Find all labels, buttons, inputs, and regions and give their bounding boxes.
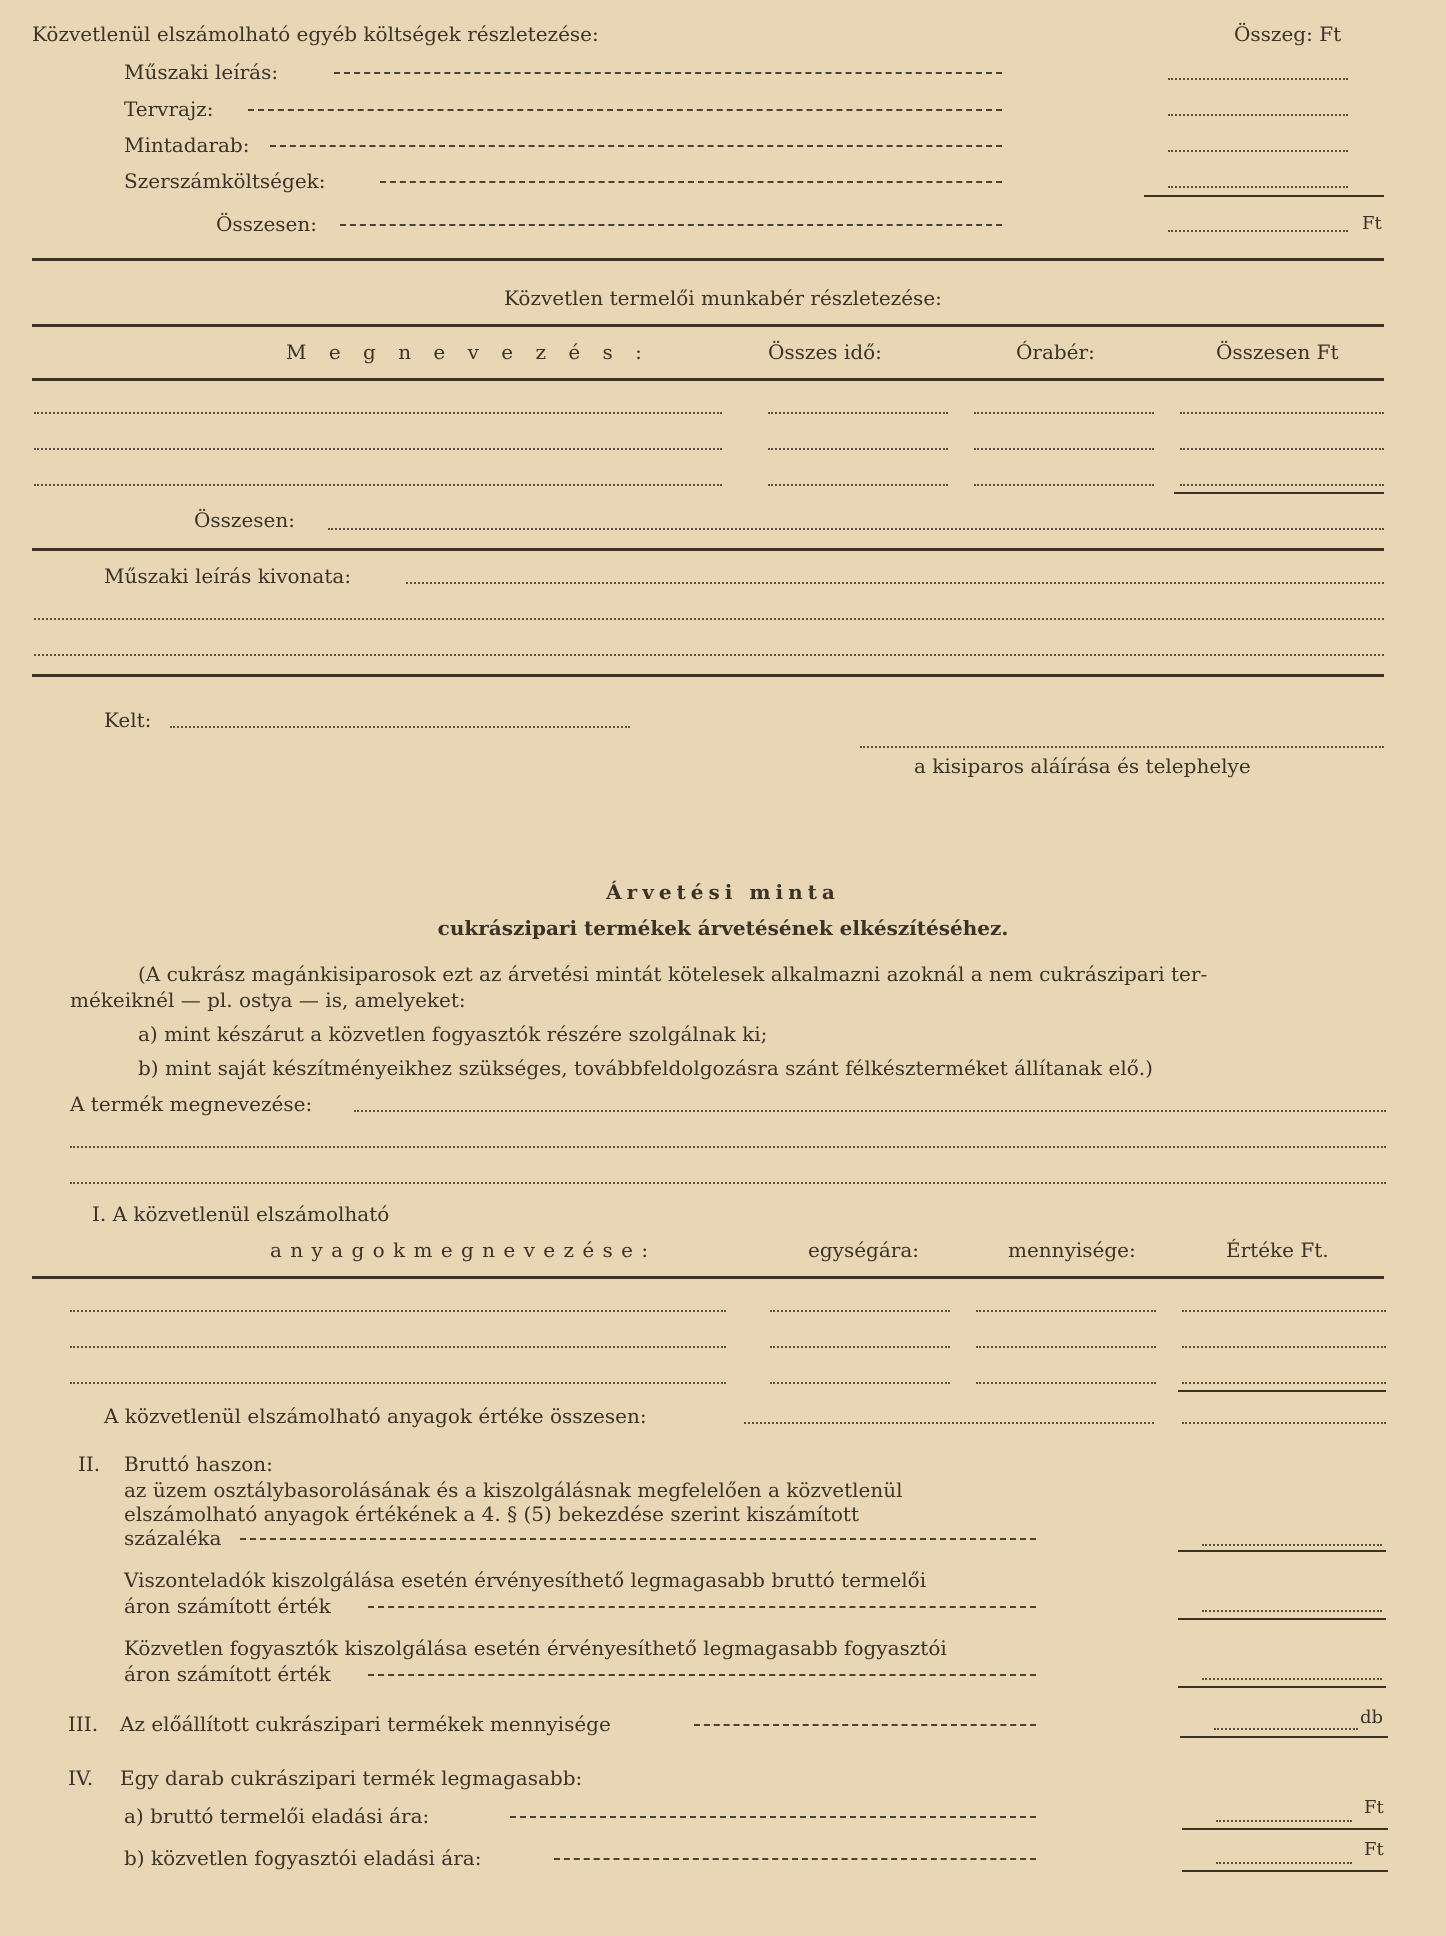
leader-dash — [510, 1816, 1036, 1818]
leader-dash — [340, 224, 1002, 226]
section2-p2-line2: áron számított érték — [124, 1594, 331, 1618]
section2-p1-line2: elszámolható anyagok értékének a 4. § (5) bekezdése szerint kiszámított — [124, 1502, 859, 1526]
signature-caption: a kisiparos aláírása és telephelye — [914, 754, 1251, 778]
leader-dash — [334, 72, 1002, 74]
materials-total-label: A közvetlenül elszámolható anyagok értéke összesen: — [104, 1404, 647, 1428]
sum-underline — [1178, 1390, 1386, 1392]
amount-field[interactable] — [1168, 150, 1348, 152]
labor-total-field[interactable] — [328, 528, 1384, 530]
labor-col-name: M e g n e v e z é s : — [286, 340, 650, 364]
tech-summary-field[interactable] — [34, 654, 1384, 656]
leader-dash — [240, 1538, 1036, 1540]
leader-dash — [380, 181, 1002, 183]
leader-dash — [694, 1724, 1036, 1726]
consumer-value-field[interactable] — [1202, 1678, 1382, 1680]
sum-underline — [1182, 1870, 1388, 1872]
product-name-field[interactable] — [70, 1146, 1386, 1148]
material-row-quantity[interactable] — [976, 1382, 1156, 1384]
section4-a-label: a) bruttó termelői eladási ára: — [124, 1804, 430, 1828]
producer-price-field[interactable] — [1216, 1820, 1352, 1822]
item-blueprint: Tervrajz: — [124, 97, 214, 121]
section-rule — [32, 1276, 1384, 1279]
leader-dash — [248, 109, 1002, 111]
labor-row-time[interactable] — [768, 412, 948, 414]
quantity-field[interactable] — [1214, 1728, 1358, 1730]
labor-row-total[interactable] — [1180, 448, 1384, 450]
quantity-unit: db — [1360, 1707, 1384, 1728]
section2-p3-line1: Közvetlen fogyasztók kiszolgálása esetén érvényesíthető legmagasabb fogyasztói — [124, 1636, 947, 1660]
other-costs-heading: Közvetlenül elszámolható egyéb költségek részletezése: — [32, 22, 599, 46]
costs-total-unit: Ft — [1362, 213, 1382, 234]
sum-underline — [1174, 492, 1384, 494]
labor-row-total[interactable] — [1180, 484, 1384, 486]
material-row-quantity[interactable] — [976, 1310, 1156, 1312]
section4-b-label: b) közvetlen fogyasztói eladási ára: — [124, 1846, 482, 1870]
material-row-unit-price[interactable] — [770, 1382, 950, 1384]
materials-col-quantity: mennyisége: — [1008, 1238, 1136, 1262]
intro-line2: mékeiknél — pl. ostya — is, amelyeket: — [70, 988, 466, 1012]
labor-total-label: Összesen: — [194, 508, 296, 532]
labor-row-rate[interactable] — [974, 412, 1154, 414]
materials-total-leader — [744, 1422, 1154, 1424]
section-rule — [32, 674, 1384, 677]
section3-number: III. — [68, 1712, 99, 1736]
sum-underline — [1178, 1618, 1386, 1620]
product-name-field[interactable] — [354, 1110, 1386, 1112]
labor-row-name[interactable] — [34, 484, 722, 486]
amount-field[interactable] — [1168, 78, 1348, 80]
materials-col-name: a n y a g o k m e g n e v e z é s e : — [270, 1238, 650, 1262]
signature-field[interactable] — [860, 746, 1384, 748]
intro-a: a) mint készárut a közvetlen fogyasztók részére szolgálnak ki; — [138, 1022, 768, 1046]
sum-underline — [1180, 1736, 1388, 1738]
consumer-price-field[interactable] — [1216, 1862, 1352, 1864]
labor-col-total: Összesen Ft — [1216, 340, 1339, 364]
leader-dash — [368, 1606, 1036, 1608]
material-row-name[interactable] — [70, 1382, 726, 1384]
form-subtitle: cukrászipari termékek árvetésének elkészítéséhez. — [437, 916, 1009, 940]
costs-total-label: Összesen: — [216, 212, 318, 236]
material-row-name[interactable] — [70, 1346, 726, 1348]
section2-number: II. — [78, 1452, 101, 1476]
item-technical-description: Műszaki leírás: — [124, 60, 279, 84]
tech-summary-field[interactable] — [34, 618, 1384, 620]
labor-row-name[interactable] — [34, 448, 722, 450]
form-title: Árvetési minta — [606, 880, 840, 904]
section2-p3-line2: áron számított érték — [124, 1662, 331, 1686]
material-row-quantity[interactable] — [976, 1346, 1156, 1348]
amount-header: Összeg: Ft — [1234, 22, 1342, 46]
material-row-unit-price[interactable] — [770, 1310, 950, 1312]
amount-field[interactable] — [1168, 186, 1348, 188]
consumer-price-unit: Ft — [1364, 1839, 1384, 1860]
material-row-name[interactable] — [70, 1310, 726, 1312]
labor-col-time: Összes idő: — [768, 340, 882, 364]
section4-text: Egy darab cukrászipari termék legmagasabb: — [120, 1766, 583, 1790]
labor-col-rate: Órabér: — [1016, 340, 1095, 364]
materials-total-field[interactable] — [1182, 1422, 1386, 1424]
section2-p2-line1: Viszonteladók kiszolgálása esetén érvényesíthető legmagasabb bruttó termelői — [124, 1568, 927, 1592]
tech-summary-field[interactable] — [406, 582, 1384, 584]
date-field[interactable] — [170, 726, 630, 728]
leader-dash — [368, 1674, 1036, 1676]
intro-b: b) mint saját készítményeikhez szükséges, továbbfeldolgozásra szánt félkészterméket állítanak elő.) — [138, 1056, 1153, 1080]
material-row-unit-price[interactable] — [770, 1346, 950, 1348]
costs-total-field[interactable] — [1168, 230, 1348, 232]
section1-heading: I. A közvetlenül elszámolható — [92, 1202, 390, 1226]
date-label: Kelt: — [104, 708, 152, 732]
intro-line1: (A cukrász magánkisiparosok ezt az árvetési mintát kötelesek alkalmazni azoknál a nem cukrászipari ter- — [138, 962, 1208, 986]
section-rule — [32, 258, 1384, 261]
section-rule — [32, 378, 1384, 381]
item-tool-costs: Szerszámköltségek: — [124, 169, 326, 193]
producer-price-unit: Ft — [1364, 1797, 1384, 1818]
section2-p1-line1: az üzem osztálybasorolásának és a kiszolgálásnak megfelelően a közvetlenül — [124, 1478, 903, 1502]
section2-p1-line3: százaléka — [124, 1526, 222, 1550]
reseller-value-field[interactable] — [1202, 1610, 1382, 1612]
labor-heading: Közvetlen termelői munkabér részletezése: — [504, 286, 942, 310]
product-name-field[interactable] — [70, 1182, 1386, 1184]
section4-number: IV. — [68, 1766, 94, 1790]
material-row-value[interactable] — [1182, 1346, 1386, 1348]
leader-dash — [270, 145, 1002, 147]
sum-underline — [1178, 1686, 1386, 1688]
gross-profit-percentage-field[interactable] — [1202, 1544, 1382, 1546]
materials-col-unit-price: egységára: — [808, 1238, 919, 1262]
section-rule — [32, 324, 1384, 327]
materials-col-value: Értéke Ft. — [1226, 1238, 1329, 1262]
material-row-value[interactable] — [1182, 1382, 1386, 1384]
labor-row-time[interactable] — [768, 448, 948, 450]
section-rule — [32, 548, 1384, 551]
labor-row-total[interactable] — [1180, 412, 1384, 414]
section3-text: Az előállított cukrászipari termékek mennyisége — [120, 1712, 611, 1736]
sum-underline — [1144, 195, 1384, 197]
section2-title: Bruttó haszon: — [124, 1452, 273, 1476]
labor-row-rate[interactable] — [974, 484, 1154, 486]
labor-row-name[interactable] — [34, 412, 722, 414]
sum-underline — [1182, 1828, 1388, 1830]
item-sample-piece: Mintadarab: — [124, 133, 250, 157]
tech-summary-label: Műszaki leírás kivonata: — [104, 564, 352, 588]
labor-row-time[interactable] — [768, 484, 948, 486]
sum-underline — [1178, 1550, 1386, 1552]
product-name-label: A termék megnevezése: — [70, 1092, 313, 1116]
labor-row-rate[interactable] — [974, 448, 1154, 450]
amount-field[interactable] — [1168, 114, 1348, 116]
leader-dash — [554, 1858, 1036, 1860]
material-row-value[interactable] — [1182, 1310, 1386, 1312]
